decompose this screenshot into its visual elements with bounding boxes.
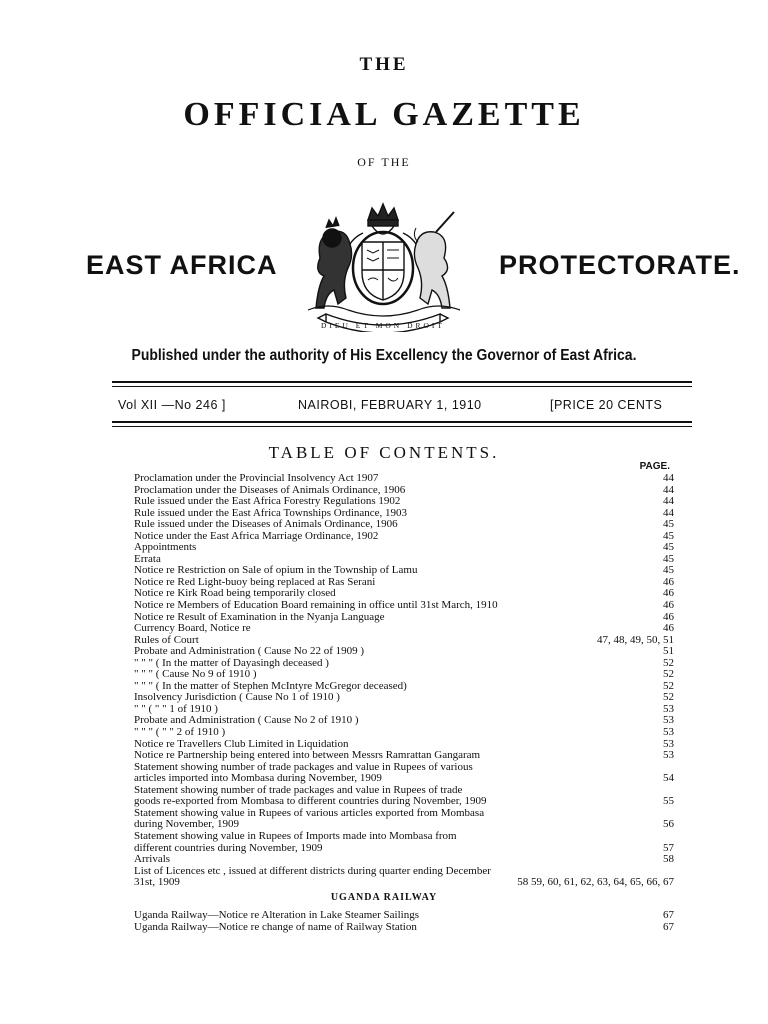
toc-entry-page: 47, 48, 49, 50, 51	[597, 633, 674, 646]
toc-entry-title: Notice under the East Africa Marriage Ordinance, 1902	[134, 529, 379, 542]
toc-entry-title: different countries during November, 1909	[134, 841, 323, 854]
rule-bottom-thick	[112, 421, 692, 423]
toc-entry-title: Notice re Partnership being entered into between Messrs Ramrattan Gangaram	[134, 749, 481, 762]
toc-entry-title: Notice re Members of Education Board remaining in office until 31st March, 1910	[134, 599, 498, 612]
toc-entry-title: Proclamation under the Provincial Insolvency Act 1907	[134, 472, 379, 484]
authority-line: Published under the authority of His Excellency the Governor of East Africa.	[131, 347, 637, 364]
toc-entry-title: " " " ( " " 2 of 1910 )	[134, 726, 226, 739]
toc-entry-title: Currency Board, Notice re	[134, 622, 251, 635]
volume-number: Vol XII —No 246 ]	[118, 398, 226, 412]
toc-entry-page: 45	[663, 529, 674, 542]
toc-entry-title: articles imported into Mombasa during November, 1909	[134, 772, 382, 785]
header-the: THE	[359, 54, 409, 75]
toc-entry-title: Rule issued under the Diseases of Animals Ordinance, 1906	[134, 518, 398, 531]
toc-entry-page: 45	[663, 552, 674, 565]
header-of-the: OF THE	[357, 155, 411, 169]
toc-entry-page: 53	[663, 702, 674, 715]
toc-entry-title: List of Licences etc , issued at different districts during quarter ending December	[134, 864, 491, 877]
rule-top-thick	[112, 381, 692, 383]
toc-entry-title: during November, 1909	[134, 818, 239, 831]
toc-entry-title: 31st, 1909	[134, 876, 180, 889]
gazette-title: OFFICIAL GAZETTE	[183, 96, 585, 133]
toc-entry-page: 57	[663, 841, 674, 854]
toc-entry	[134, 877, 674, 889]
toc-entry-title: Arrivals	[134, 853, 171, 866]
header-east-africa: EAST AFRICA	[86, 250, 278, 280]
toc-entry-page: 44	[663, 483, 674, 496]
toc-entry-page: 44	[663, 472, 674, 484]
toc-list	[134, 473, 674, 889]
toc-entry-title: Notice re Travellers Club Limited in Liquidation	[134, 737, 349, 750]
toc-entry-title: Notice re Kirk Road being temporarily closed	[134, 587, 336, 600]
toc-entry-title: Rules of Court	[134, 633, 199, 646]
toc-entry-page: 45	[663, 518, 674, 531]
toc-entry-title: Appointments	[134, 541, 197, 554]
toc-entry-title: " " " ( In the matter of Stephen McIntyre McGregor deceased)	[134, 679, 407, 692]
toc-entry	[134, 854, 674, 866]
toc-entry-page: 53	[663, 737, 674, 750]
toc-entry-title: Probate and Administration ( Cause No 22 of 1909 )	[134, 645, 365, 658]
toc-entry-page: 46	[663, 599, 674, 612]
toc-entry	[134, 473, 674, 485]
toc-entry-page: 45	[663, 541, 674, 554]
toc-entry-title: Statement showing value in Rupees of various articles exported from Mombasa	[134, 806, 485, 819]
toc-entry-page: 45	[663, 564, 674, 577]
toc-section-heading: UGANDA RAILWAY	[330, 892, 438, 903]
toc-entry-title: Proclamation under the Diseases of Animals Ordinance, 1906	[134, 483, 406, 496]
toc-entry-title: Notice re Restriction on Sale of opium in the Township of Lamu	[134, 564, 418, 577]
toc-entry-title: " " " ( In the matter of Dayasingh deceased )	[134, 656, 329, 669]
toc-entry-page: 67	[663, 909, 674, 921]
toc-entry-page: 53	[663, 749, 674, 762]
toc-entry	[134, 496, 674, 508]
toc-entry-title: Notice re Red Light-buoy being replaced at Ras Serani	[134, 575, 376, 588]
header-protectorate: PROTECTORATE.	[499, 250, 741, 280]
rule-bottom-thin	[112, 426, 692, 427]
toc-entry-page: 46	[663, 610, 674, 623]
toc-entry-title: Statement showing number of trade packages and value in Rupees of various	[134, 760, 473, 773]
toc-entry-page: 58	[663, 853, 674, 866]
toc-entry	[134, 623, 674, 635]
toc-entry-page: 44	[663, 495, 674, 508]
toc-entry-title: Uganda Railway—Notice re change of name of Railway Station	[134, 920, 417, 933]
toc-entry	[134, 600, 674, 612]
toc-entry	[134, 519, 674, 531]
toc-page-header: PAGE.	[639, 461, 670, 472]
toc-entry-page: 52	[663, 656, 674, 669]
toc-entry-title: " " " ( Cause No 9 of 1910 )	[134, 668, 257, 681]
toc-entry	[134, 727, 674, 739]
crest-motto: DIEU ET MON DROIT	[321, 321, 445, 330]
toc-entry-title: Errata	[134, 552, 161, 565]
toc-entry-page: 67	[663, 920, 674, 933]
toc-entry-page: 44	[663, 506, 674, 519]
toc-entry-page: 55	[663, 795, 674, 808]
toc-entry-page: 53	[663, 714, 674, 727]
toc-entry-title: Statement showing number of trade packages and value in Rupees of trade	[134, 783, 463, 796]
toc-entry-title: Probate and Administration ( Cause No 2 of 1910 )	[134, 714, 359, 727]
toc-entry	[134, 922, 674, 934]
place-date: NAIROBI, FEBRUARY 1, 1910	[298, 398, 482, 412]
toc-entry	[134, 910, 674, 922]
price: [PRICE 20 CENTS	[550, 398, 663, 412]
toc-entry-page: 56	[663, 818, 674, 831]
toc-entry-page: 46	[663, 587, 674, 600]
toc-section-list	[134, 910, 674, 933]
toc-entry	[134, 831, 674, 843]
toc-entry	[134, 542, 674, 554]
toc-entry-title: Uganda Railway—Notice re Alteration in Lake Steamer Sailings	[134, 909, 420, 921]
toc-entry-title: Statement showing value in Rupees of Imports made into Mombasa from	[134, 829, 457, 842]
toc-entry-title: " " ( " " 1 of 1910 )	[134, 702, 218, 715]
toc-entry-title: goods re-exported from Mombasa to different countries during November, 1909	[134, 795, 487, 808]
toc-entry-page: 58 59, 60, 61, 62, 63, 64, 65, 66, 67	[517, 876, 674, 889]
toc-entry-page: 52	[663, 679, 674, 692]
rule-top-thin	[112, 386, 692, 387]
toc-title: TABLE OF CONTENTS.	[268, 443, 500, 462]
toc-entry-title: Notice re Result of Examination in the Nyanja Language	[134, 610, 385, 623]
toc-entry	[134, 531, 674, 543]
toc-entry-title: Insolvency Jurisdiction ( Cause No 1 of 1910 )	[134, 691, 340, 704]
toc-entry	[134, 750, 674, 762]
toc-entry	[134, 843, 674, 855]
toc-entry-page: 54	[663, 772, 674, 785]
royal-coat-of-arms	[268, 198, 498, 332]
toc-entry-page: 51	[663, 645, 674, 658]
toc-entry-page: 52	[663, 691, 674, 704]
toc-entry-page: 46	[663, 575, 674, 588]
toc-entry-title: Rule issued under the East Africa Townships Ordinance, 1903	[134, 506, 408, 519]
toc-entry-page: 53	[663, 726, 674, 739]
toc-entry-page: 52	[663, 668, 674, 681]
toc-entry-title: Rule issued under the East Africa Forestry Regulations 1902	[134, 495, 401, 508]
toc-entry-page: 46	[663, 622, 674, 635]
